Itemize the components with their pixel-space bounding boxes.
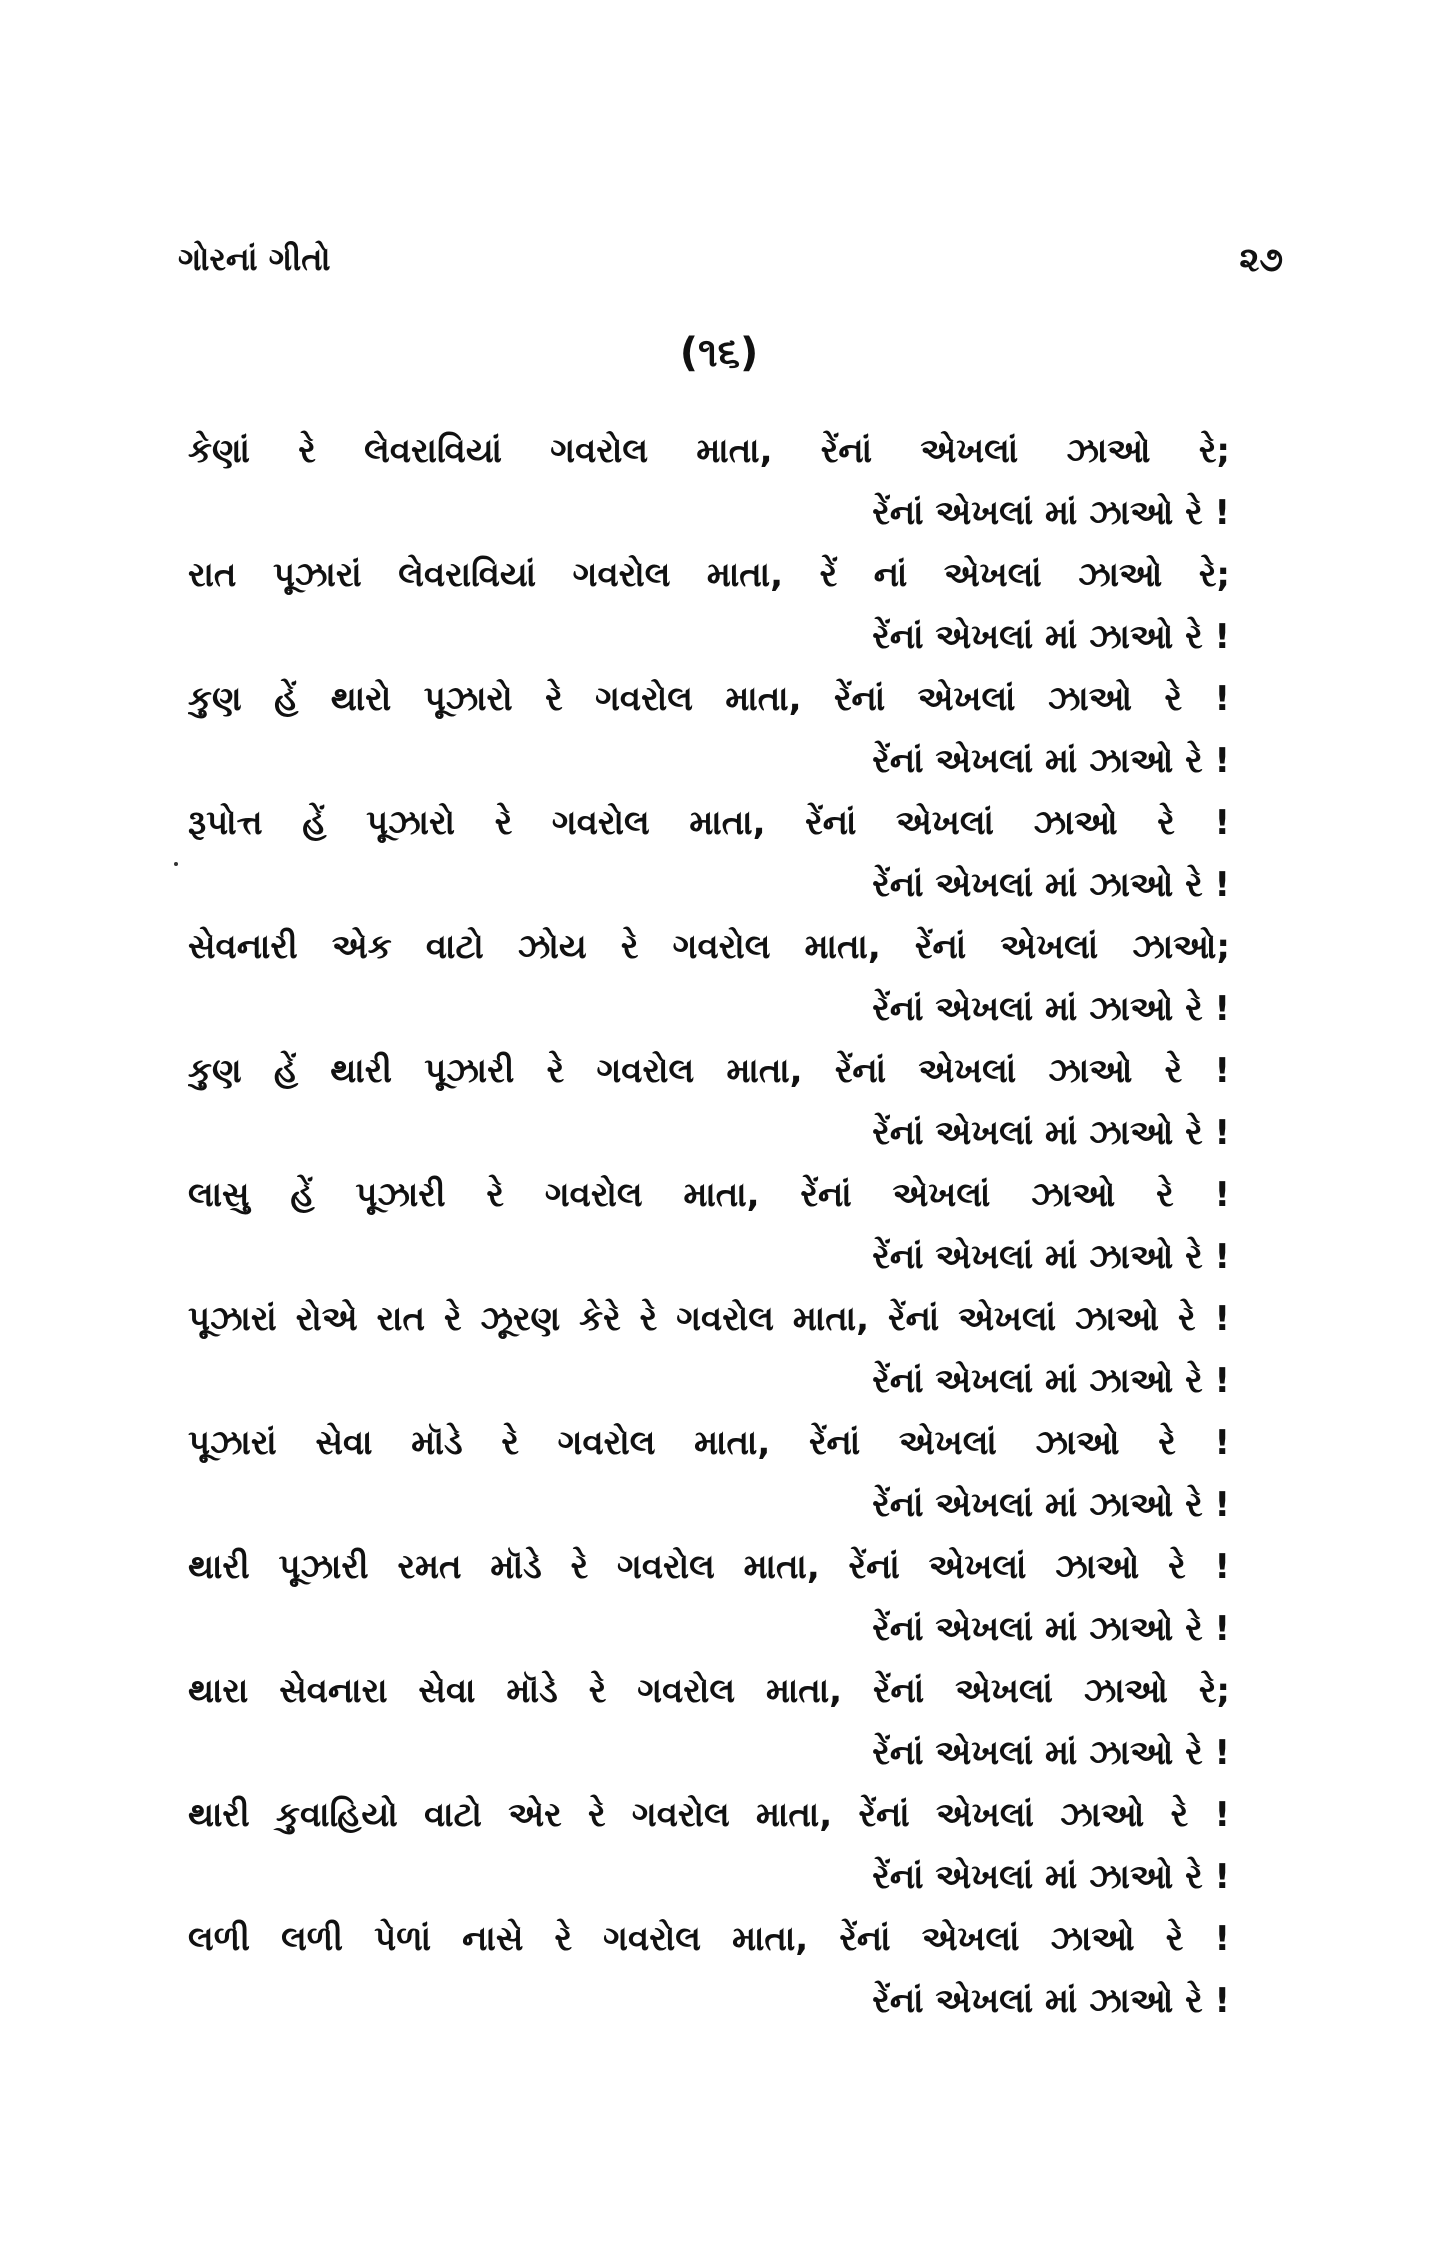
verse-refrain: રેંનાં એખલાં માં ઝાઓ રે !	[872, 1981, 1230, 2021]
verse	[188, 1164, 1230, 1288]
page-number: ૨૭	[1239, 240, 1283, 280]
verse-line: થારી કુવાહિયો વાટો એર રે ગવરોલ માતા, રેંનાં એખલાં ઝાઓ રે !	[188, 1795, 1230, 1835]
verse	[188, 1908, 1230, 2032]
verse	[188, 544, 1230, 668]
verse	[188, 420, 1230, 544]
verse-refrain: રેંનાં એખલાં માં ઝાઓ રે !	[872, 865, 1230, 905]
verse-line: રાત પૂઝારાં લેવરાવિયાં ગવરોલ માતા, રેં નાં એખલાં ઝાઓ રે;	[188, 555, 1230, 595]
verse	[188, 1412, 1230, 1536]
verse	[188, 1288, 1230, 1412]
verse	[188, 916, 1230, 1040]
verse-refrain: રેંનાં એખલાં માં ઝાઓ રે !	[872, 1733, 1230, 1773]
verse-line: પૂઝારાં રોએ રાત રે ઝૂરણ કેરે રે ગવરોલ માતા, રેંનાં એખલાં ઝાઓ રે !	[188, 1299, 1230, 1339]
verse-refrain: રેંનાં એખલાં માં ઝાઓ રે !	[872, 493, 1230, 533]
verse-line: સેવનારી એક વાટો ઝોય રે ગવરોલ માતા, રેંનાં એખલાં ઝાઓ;	[188, 927, 1230, 967]
running-title: ગોરનાં ગીતો	[178, 240, 331, 278]
song-number: (૧૬)	[679, 330, 759, 376]
verse-line: રૂપોત્ત હેં પૂઝારો રે ગવરોલ માતા, રેંનાં એખલાં ઝાઓ રે !	[188, 803, 1230, 843]
verse-line: લળી લળી પેળાં નાસે રે ગવરોલ માતા, રેંનાં એખલાં ઝાઓ રે !	[188, 1919, 1230, 1959]
verse-line: પૂઝારાં સેવા મૉડે રે ગવરોલ માતા, રેંનાં એખલાં ઝાઓ રે !	[188, 1423, 1230, 1463]
verse-refrain: રેંનાં એખલાં માં ઝાઓ રે !	[872, 1485, 1230, 1525]
verse	[188, 668, 1230, 792]
verse-refrain: રેંનાં એખલાં માં ઝાઓ રે !	[872, 1113, 1230, 1153]
verse-line: કુણ હેં થારો પૂઝારો રે ગવરોલ માતા, રેંનાં એખલાં ઝાઓ રે !	[188, 679, 1230, 719]
verse-refrain: રેંનાં એખલાં માં ઝાઓ રે !	[872, 617, 1230, 657]
verse	[188, 1660, 1230, 1784]
verse-line: કેણાં રે લેવરાવિયાં ગવરોલ માતા, રેંનાં એખલાં ઝાઓ રે;	[188, 431, 1230, 471]
song-verses	[188, 420, 1230, 2032]
verse	[188, 1040, 1230, 1164]
verse-refrain: રેંનાં એખલાં માં ઝાઓ રે !	[872, 1609, 1230, 1649]
verse-line: કુણ હેં થારી પૂઝારી રે ગવરોલ માતા, રેંનાં એખલાં ઝાઓ રે !	[188, 1051, 1230, 1091]
verse-refrain: રેંનાં એખલાં માં ઝાઓ રે !	[872, 741, 1230, 781]
verse-line: થારા સેવનારા સેવા મૉડે રે ગવરોલ માતા, રેંનાં એખલાં ઝાઓ રે;	[188, 1671, 1230, 1711]
verse-refrain: રેંનાં એખલાં માં ઝાઓ રે !	[872, 1237, 1230, 1277]
verse	[188, 792, 1230, 916]
margin-dot	[174, 862, 178, 866]
verse	[188, 1536, 1230, 1660]
verse-line: થારી પૂઝારી રમત મૉડે રે ગવરોલ માતા, રેંનાં એખલાં ઝાઓ રે !	[188, 1547, 1230, 1587]
verse	[188, 1784, 1230, 1908]
page-header	[178, 240, 1283, 290]
verse-refrain: રેંનાં એખલાં માં ઝાઓ રે !	[872, 989, 1230, 1029]
verse-refrain: રેંનાં એખલાં માં ઝાઓ રે !	[872, 1857, 1230, 1897]
verse-refrain: રેંનાં એખલાં માં ઝાઓ રે !	[872, 1361, 1230, 1401]
verse-line: લાસુ હેં પૂઝારી રે ગવરોલ માતા, રેંનાં એખલાં ઝાઓ રે !	[188, 1175, 1230, 1215]
